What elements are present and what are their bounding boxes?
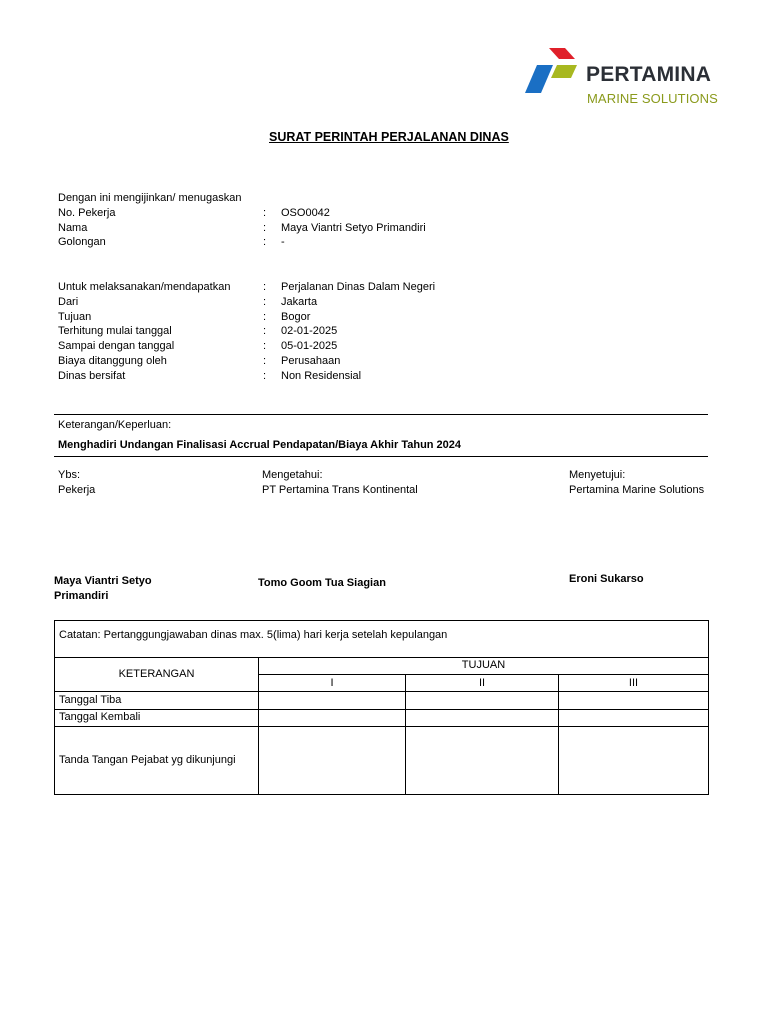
table-line — [558, 674, 559, 795]
table-line — [55, 657, 708, 658]
mengetahui-name: Tomo Goom Tua Siagian — [258, 577, 386, 589]
divider — [54, 414, 708, 415]
document-title: SURAT PERINTAH PERJALANAN DINAS — [269, 130, 509, 144]
label-no-pekerja: No. Pekerja — [58, 207, 116, 219]
header-keterangan: KETERANGAN — [118, 668, 195, 680]
value-sifat: Non Residensial — [281, 370, 362, 382]
row-tanggal-tiba: Tanggal Tiba — [59, 694, 122, 706]
catatan-text: Catatan: Pertanggungjawaban dinas max. 5(lima) hari kerja setelah kepulangan — [59, 629, 448, 641]
colon: : — [263, 370, 267, 382]
colon: : — [263, 207, 267, 219]
value-mulai: 02-01-2025 — [281, 325, 338, 337]
divider — [54, 456, 708, 457]
intro-text: Dengan ini mengijinkan/ menugaskan — [58, 192, 242, 204]
header-tujuan-1: I — [330, 677, 334, 689]
label-nama: Nama — [58, 222, 88, 234]
report-table — [54, 620, 709, 795]
label-golongan: Golongan — [58, 236, 106, 248]
table-line — [55, 726, 708, 727]
row-tanda-tangan: Tanda Tangan Pejabat yg dikunjungi — [59, 754, 236, 766]
menyetujui-role: Pertamina Marine Solutions — [569, 484, 705, 496]
label-tujuan: Tujuan — [58, 311, 92, 323]
table-line — [55, 709, 708, 710]
ybs-name-line1: Maya Viantri Setyo — [54, 575, 152, 587]
table-line — [259, 674, 708, 675]
value-tujuan: Bogor — [281, 311, 311, 323]
menyetujui-label: Menyetujui: — [569, 469, 626, 481]
value-biaya: Perusahaan — [281, 355, 341, 367]
colon: : — [263, 236, 267, 248]
mengetahui-role: PT Pertamina Trans Kontinental — [262, 484, 418, 496]
header-tujuan-2: II — [478, 677, 486, 689]
label-biaya: Biaya ditanggung oleh — [58, 355, 167, 367]
keterangan-text: Menghadiri Undangan Finalisasi Accrual Pendapatan/Biaya Akhir Tahun 2024 — [58, 439, 462, 451]
table-line — [55, 691, 708, 692]
colon: : — [263, 355, 267, 367]
logo-subtitle: MARINE SOLUTIONS — [587, 91, 718, 106]
ybs-name-line2: Primandiri — [54, 590, 109, 602]
header-tujuan-3: III — [628, 677, 639, 689]
colon: : — [263, 311, 267, 323]
value-golongan: - — [281, 236, 285, 248]
value-untuk: Perjalanan Dinas Dalam Negeri — [281, 281, 436, 293]
label-mulai: Terhitung mulai tanggal — [58, 325, 172, 337]
label-untuk: Untuk melaksanakan/mendapatkan — [58, 281, 231, 293]
label-sampai: Sampai dengan tanggal — [58, 340, 175, 352]
pertamina-logo — [513, 45, 723, 107]
colon: : — [263, 325, 267, 337]
ybs-label: Ybs: — [58, 469, 81, 481]
ybs-role: Pekerja — [58, 484, 96, 496]
label-sifat: Dinas bersifat — [58, 370, 126, 382]
keterangan-label: Keterangan/Keperluan: — [58, 419, 172, 431]
colon: : — [263, 296, 267, 308]
row-tanggal-kembali: Tanggal Kembali — [59, 711, 141, 723]
value-nama: Maya Viantri Setyo Primandiri — [281, 222, 426, 234]
colon: : — [263, 222, 267, 234]
value-sampai: 05-01-2025 — [281, 340, 338, 352]
colon: : — [263, 281, 267, 293]
colon: : — [263, 340, 267, 352]
label-dari: Dari — [58, 296, 79, 308]
value-no-pekerja: OSO0042 — [281, 207, 330, 219]
value-dari: Jakarta — [281, 296, 318, 308]
menyetujui-name: Eroni Sukarso — [569, 573, 644, 585]
mengetahui-label: Mengetahui: — [262, 469, 323, 481]
header-tujuan: TUJUAN — [461, 659, 506, 671]
table-line — [405, 674, 406, 795]
logo-wordmark: PERTAMINA — [586, 63, 712, 86]
pertamina-logo-icon — [513, 45, 583, 97]
